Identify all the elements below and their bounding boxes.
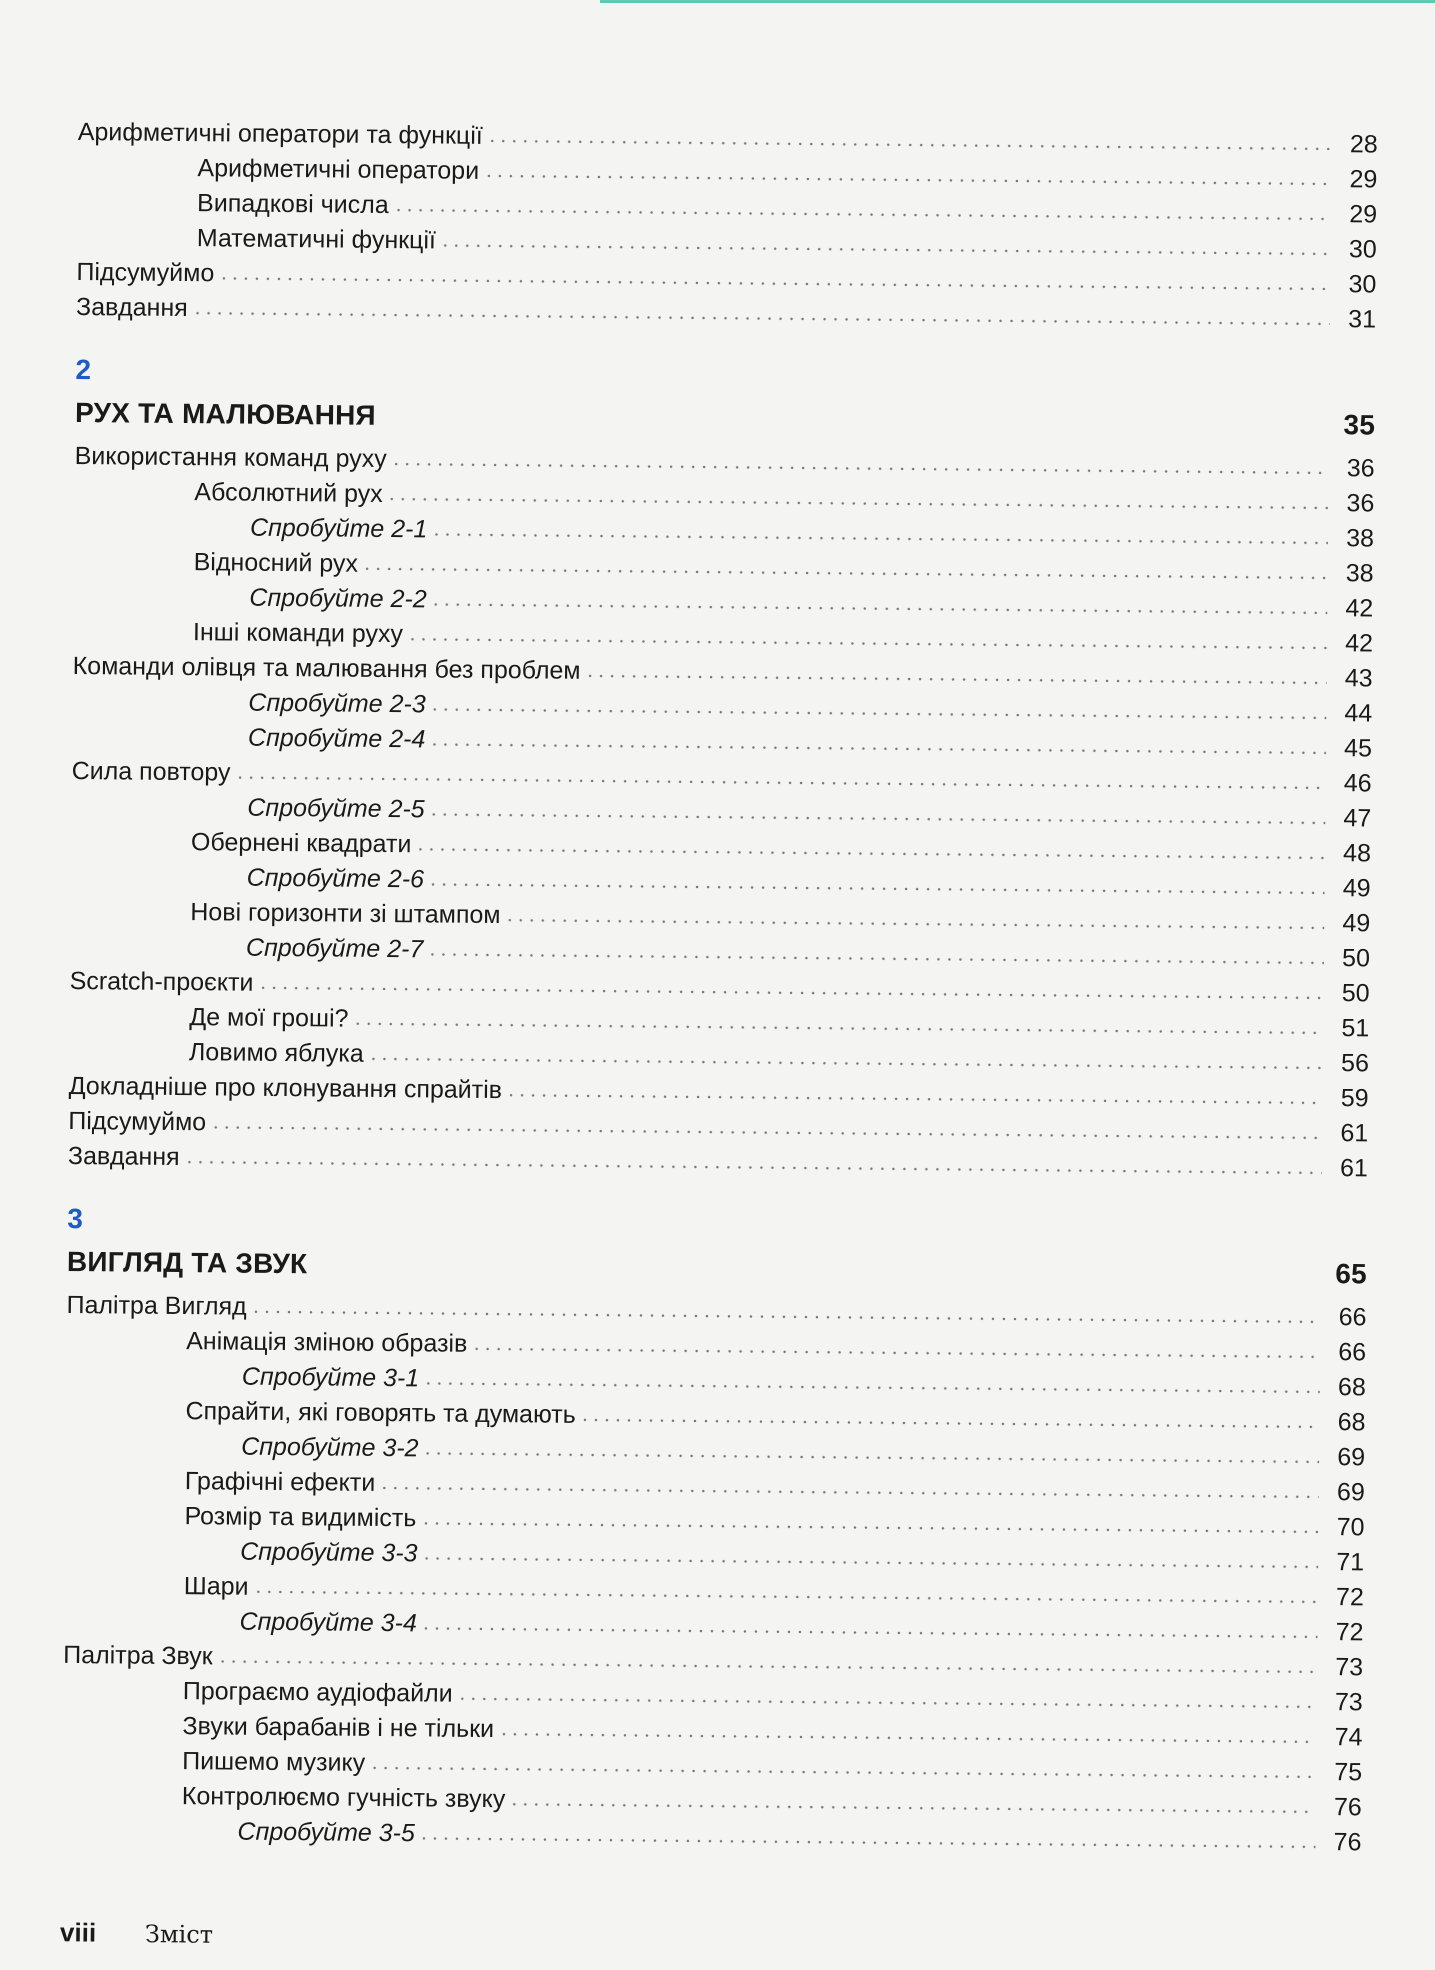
dot-leader	[422, 1449, 1319, 1466]
footer-section-label: Зміст	[144, 1920, 214, 1949]
dot-leader	[440, 241, 1331, 258]
toc-entry-title: Спробуйте 3-1	[241, 1362, 420, 1393]
toc-entry-page: 48	[1342, 839, 1372, 868]
dot-leader	[430, 705, 1327, 722]
dot-leader	[419, 1834, 1316, 1851]
toc-entry-title: Спробуйте 3-3	[240, 1537, 418, 1568]
toc-entry-page: 36	[1346, 454, 1375, 483]
toc-entry-title: Контролюємо гучність звуку	[181, 1782, 506, 1814]
table-of-contents	[61, 112, 1378, 1857]
dot-leader	[506, 1091, 1323, 1107]
toc-entry-page: 76	[1333, 1793, 1362, 1822]
toc-entry-title: Арифметичні оператори	[197, 154, 480, 185]
toc-entry-title: Звуки барабанів і не тільки	[182, 1712, 495, 1744]
dot-leader	[421, 1624, 1318, 1641]
dot-leader	[184, 1158, 1322, 1177]
toc-entry-page: 44	[1344, 699, 1373, 728]
toc-entry-page: 76	[1333, 1828, 1362, 1857]
toc-entry-page: 30	[1348, 270, 1377, 299]
toc-entry-page: 42	[1345, 594, 1374, 623]
toc-entry-title: Докладніше про клонування спрайтів	[68, 1071, 503, 1105]
toc-entry-page: 38	[1346, 524, 1375, 553]
dot-leader	[429, 810, 1326, 827]
toc-entry-page: 66	[1338, 1338, 1367, 1367]
dot-leader	[498, 1730, 1316, 1746]
toc-entry-title: Розмір та видимість	[184, 1502, 417, 1533]
toc-entry-page: 28	[1349, 130, 1378, 159]
dot-leader	[471, 1345, 1320, 1361]
toc-entry-title: Підсумуймо	[68, 1106, 207, 1137]
toc-entry-page: 68	[1337, 1373, 1366, 1402]
dot-leader	[421, 1554, 1318, 1571]
toc-entry-page: 43	[1344, 664, 1373, 693]
toc-entry-page: 66	[1338, 1303, 1367, 1332]
toc-entry-title: Спробуйте 3-4	[239, 1607, 417, 1638]
toc-entry-page: 29	[1349, 200, 1378, 229]
toc-entry-page: 68	[1337, 1408, 1366, 1437]
page-footer	[60, 1917, 213, 1949]
toc-entry-title: Спробуйте 3-5	[237, 1817, 415, 1848]
toc-entry-title: Сила повтору	[71, 756, 231, 787]
chapter-page: 65	[1335, 1258, 1368, 1290]
toc-entry-page: 38	[1345, 559, 1374, 588]
toc-entry-page: 61	[1340, 1119, 1369, 1148]
chapter-number: 3	[67, 1202, 84, 1235]
toc-entry-title: Спробуйте 2-1	[249, 513, 428, 544]
dot-leader	[483, 172, 1331, 188]
dot-leader	[580, 1416, 1320, 1431]
toc-entry-page: 73	[1334, 1688, 1363, 1717]
toc-entry-title: Спробуйте 2-4	[247, 723, 426, 754]
top-accent-line	[600, 0, 1435, 3]
toc-entry-title: Нові горизонти зі штампом	[190, 898, 501, 930]
toc-entry-title: Ловимо яблука	[188, 1038, 364, 1068]
dot-leader	[431, 530, 1328, 547]
toc-entry-title: Шари	[183, 1572, 249, 1601]
toc-entry-title: Завдання	[75, 292, 188, 323]
toc-entry-page: 75	[1334, 1758, 1363, 1787]
toc-entry-page: 31	[1348, 305, 1377, 334]
toc-entry-page: 45	[1344, 734, 1373, 763]
toc-entry-title: Програємо аудіофайли	[182, 1677, 453, 1708]
toc-entry-page: 42	[1345, 629, 1374, 658]
toc-entry-title: Обернені квадрати	[190, 828, 412, 859]
dot-leader	[584, 672, 1326, 687]
dot-leader	[428, 880, 1325, 897]
dot-leader	[420, 1519, 1318, 1536]
toc-entry-page: 50	[1341, 979, 1370, 1008]
toc-entry-page: 49	[1342, 909, 1371, 938]
footer-page-number: viii	[59, 1917, 97, 1948]
toc-entry-page: 74	[1334, 1723, 1363, 1752]
toc-entry-title: Палітра Звук	[63, 1640, 213, 1671]
toc-entry-title: Спробуйте 2-7	[245, 933, 424, 964]
chapter-number: 2	[75, 353, 92, 386]
toc-entry-page: 51	[1341, 1014, 1370, 1043]
dot-leader	[423, 1379, 1320, 1396]
toc-entry-page: 56	[1340, 1049, 1370, 1078]
toc-entry-title: Пишемо музику	[182, 1747, 366, 1777]
toc-entry-page: 49	[1342, 874, 1371, 903]
toc-entry-title: Спробуйте 2-6	[246, 863, 425, 894]
toc-entry-title: Де мої гроші?	[189, 1003, 349, 1033]
toc-entry-page: 69	[1337, 1443, 1366, 1472]
toc-entry-title: Абсолютний рух	[194, 478, 383, 508]
toc-entry-title: Палітра Вигляд	[66, 1290, 247, 1321]
toc-entry-page: 72	[1335, 1583, 1364, 1612]
toc-entry-title: Завдання	[67, 1141, 180, 1172]
toc-entry-title: Інші команди руху	[192, 618, 404, 649]
toc-entry-page: 73	[1335, 1653, 1364, 1682]
toc-entry-page: 30	[1348, 235, 1377, 264]
dot-leader	[192, 309, 1330, 328]
chapter-title: РУХ ТА МАЛЮВАННЯ	[74, 396, 377, 431]
toc-entry-title: Спробуйте 2-3	[248, 688, 426, 719]
dot-leader	[429, 740, 1326, 757]
toc-entry-page: 71	[1336, 1548, 1365, 1577]
toc-entry-page: 50	[1341, 944, 1371, 973]
dot-leader	[487, 137, 1332, 153]
dot-leader	[504, 916, 1324, 932]
toc-entry-page: 29	[1349, 165, 1378, 194]
toc-entry-page: 70	[1336, 1513, 1365, 1542]
toc-entry-title: Підсумуймо	[76, 257, 215, 288]
toc-entry-title: Анімація зміною образів	[186, 1327, 468, 1358]
toc-entry-page: 46	[1343, 769, 1372, 798]
dot-leader	[427, 950, 1324, 967]
toc-entry-title: Спробуйте 3-2	[241, 1432, 419, 1463]
toc-entry-title: Математичні функції	[196, 224, 437, 255]
toc-entry-title: Спрайти, які говорять та думають	[185, 1397, 576, 1429]
toc-entry-title: Команди олівця та малювання без проблем	[72, 651, 581, 685]
toc-entry-page: 61	[1339, 1154, 1369, 1183]
dot-leader	[509, 1800, 1316, 1816]
toc-entry-title: Графічні ефекти	[184, 1467, 376, 1497]
dot-leader	[415, 845, 1325, 862]
toc-entry-page: 47	[1343, 804, 1372, 833]
toc-entry-title: Випадкові числа	[196, 189, 389, 219]
toc-entry-title: Арифметичні оператори та функції	[77, 117, 483, 150]
chapter-page: 35	[1343, 409, 1376, 441]
toc-entry-title: Використання команд руху	[74, 441, 387, 473]
toc-entry-title: Спробуйте 2-5	[247, 793, 425, 824]
chapter-title: ВИГЛЯД ТА ЗВУК	[66, 1245, 308, 1280]
dot-leader	[457, 1695, 1317, 1711]
toc-entry-page: 59	[1340, 1084, 1369, 1113]
toc-entry-title: Відносний рух	[193, 548, 359, 578]
toc-entry-page: 72	[1335, 1618, 1364, 1647]
toc-entry-page: 69	[1336, 1478, 1365, 1507]
toc-entry-title: Спробуйте 2-2	[249, 583, 427, 614]
dot-leader	[431, 600, 1328, 617]
dot-leader	[407, 635, 1327, 652]
toc-entry-title: Scratch-проєкти	[69, 966, 254, 997]
toc-entry-page: 36	[1346, 489, 1375, 518]
